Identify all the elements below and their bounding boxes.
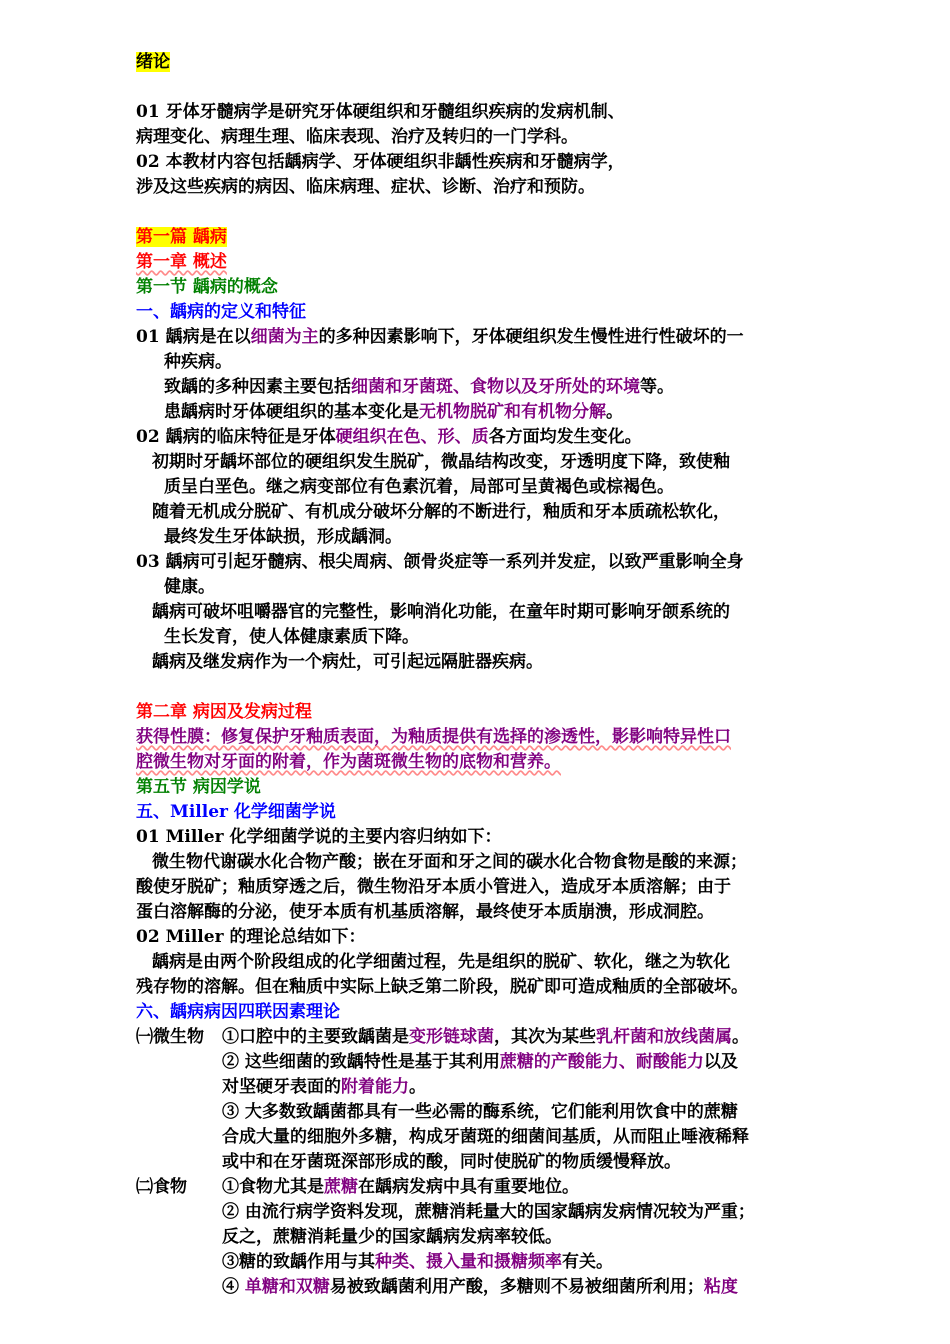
food-row1: ㈡食物 ①食物尤其是蔗糖在龋病发病中具有重要地位。 [136,1177,579,1197]
miller-01-title: 01 Miller 化学细菌学说的主要内容归纳如下： [136,827,502,847]
microbe-row3a: ③ 大多数致龋菌都具有一些必需的酶系统，它们能利用饮食中的蔗糖 [222,1102,738,1122]
point-03-line5: 龋病及继发病作为一个病灶，可引起远隔脏器疾病。 [152,652,543,672]
section-5-title: 第五节 病因学说 [136,777,261,797]
food-row2a: ② 由流行病学资料发现，蔗糖消耗量大的国家龋病发病情况较为严重； [222,1202,755,1222]
microbe-label: ㈠微生物 [136,1027,204,1047]
point-01-line4: 患龋病时牙体硬组织的基本变化是无机物脱矿和有机物分解。 [164,402,623,422]
miller-02-line2: 残存物的溶解。但在釉质中实际上缺乏第二阶段，脱矿即可造成釉质的全部破坏。 [136,977,748,997]
point-03-line4: 生长发育，使人体健康素质下降。 [164,627,419,647]
microbe-row3b: 合成大量的细胞外多糖，构成牙菌斑的细菌间基质，从而阻止唾液稀释 [222,1127,749,1147]
miller-02-title: 02 Miller 的理论总结如下： [136,927,366,947]
intro-p1-line1: 01 牙体牙髓病学是研究牙体硬组织和牙髓组织疾病的发病机制、 [136,102,625,122]
point-02-line3: 质呈白垩色。继之病变部位有色素沉着，局部可呈黄褐色或棕褐色。 [164,477,674,497]
point-02-line4: 随着无机成分脱矿、有机成分破坏分解的不断进行，釉质和牙本质疏松软化， [152,502,730,522]
point-01-line1: 01 龋病是在以细菌为主的多种因素影响下，牙体硬组织发生慢性进行性破坏的一 [136,327,744,347]
subsection-6-title: 六、龋病病因四联因素理论 [136,1002,340,1022]
intro-p2-line2: 涉及这些疾病的病因、临床病理、症状、诊断、治疗和预防。 [136,177,595,197]
chapter-2-title: 第二章 病因及发病过程 [136,702,312,722]
intro-p2-line1: 02 本教材内容包括龋病学、牙体硬组织非龋性疾病和牙髓病学， [136,152,625,172]
point-01-line3: 致龋的多种因素主要包括细菌和牙菌斑、食物以及牙所处的环境等。 [164,377,674,397]
point-03-line2: 健康。 [164,577,215,597]
pellicle-line2: 腔微生物对牙面的附着，作为菌斑微生物的底物和营养。 [136,752,561,772]
point-01-line2: 种疾病。 [164,352,232,372]
pellicle-line1: 获得性膜：修复保护牙釉质表面，为釉质提供有选择的渗透性，影影响特异性口 [136,727,731,747]
food-row4: ④ 单糖和双糖易被致龋菌利用产酸，多糖则不易被细菌所利用；粘度 [222,1277,738,1297]
intro-title: 绪论 [136,52,170,72]
microbe-row2: ② 这些细菌的致龋特性是基于其利用蔗糖的产酸能力、耐酸能力以及 [222,1052,738,1072]
point-03-line3: 龋病可破坏咀嚼器官的完整性，影响消化功能，在童年时期可影响牙颌系统的 [152,602,730,622]
subsection-5-title: 五、Miller 化学细菌学说 [136,802,336,822]
food-row2b: 反之，蔗糖消耗量少的国家龋病发病率较低。 [222,1227,562,1247]
point-02-line2: 初期时牙龋坏部位的硬组织发生脱矿，微晶结构改变，牙透明度下降，致使釉 [152,452,730,472]
miller-01-line2: 酸使牙脱矿；釉质穿透之后，微生物沿牙本质小管进入，造成牙本质溶解；由于 [136,877,731,897]
miller-01-line1: 微生物代谢碳水化合物产酸；嵌在牙面和牙之间的碳水化合物食物是酸的来源； [152,852,747,872]
microbe-row2b: 对坚硬牙表面的附着能力。 [222,1077,426,1097]
point-03-line1: 03 龋病可引起牙髓病、根尖周病、颌骨炎症等一系列并发症，以致严重影响全身 [136,552,744,572]
point-02-line1: 02 龋病的临床特征是牙体硬组织在色、形、质各方面均发生变化。 [136,427,642,447]
microbe-row1: ㈠微生物 ①口腔中的主要致龋菌是变形链球菌，其次为某些乳杆菌和放线菌属。 [136,1027,749,1047]
intro-p1-line2: 病理变化、病理生理、临床表现、治疗及转归的一门学科。 [136,127,578,147]
food-row3: ③糖的致龋作用与其种类、摄入量和摄糖频率有关。 [222,1252,613,1272]
miller-02-line1: 龋病是由两个阶段组成的化学细菌过程，先是组织的脱矿、软化，继之为软化 [152,952,730,972]
point-02-line5: 最终发生牙体缺损，形成龋洞。 [164,527,402,547]
microbe-row3c: 或中和在牙菌斑深部形成的酸，同时使脱矿的物质缓慢释放。 [222,1152,681,1172]
subsection-1-title: 一、龋病的定义和特征 [136,302,306,322]
food-label: ㈡食物 [136,1177,187,1197]
chapter-1-title: 第一章 概述 [136,252,227,272]
section-1-title: 第一节 龋病的概念 [136,277,278,297]
part-title: 第一篇 龋病 [136,227,227,247]
miller-01-line3: 蛋白溶解酶的分泌，使牙本质有机基质溶解，最终使牙本质崩溃，形成洞腔。 [136,902,714,922]
